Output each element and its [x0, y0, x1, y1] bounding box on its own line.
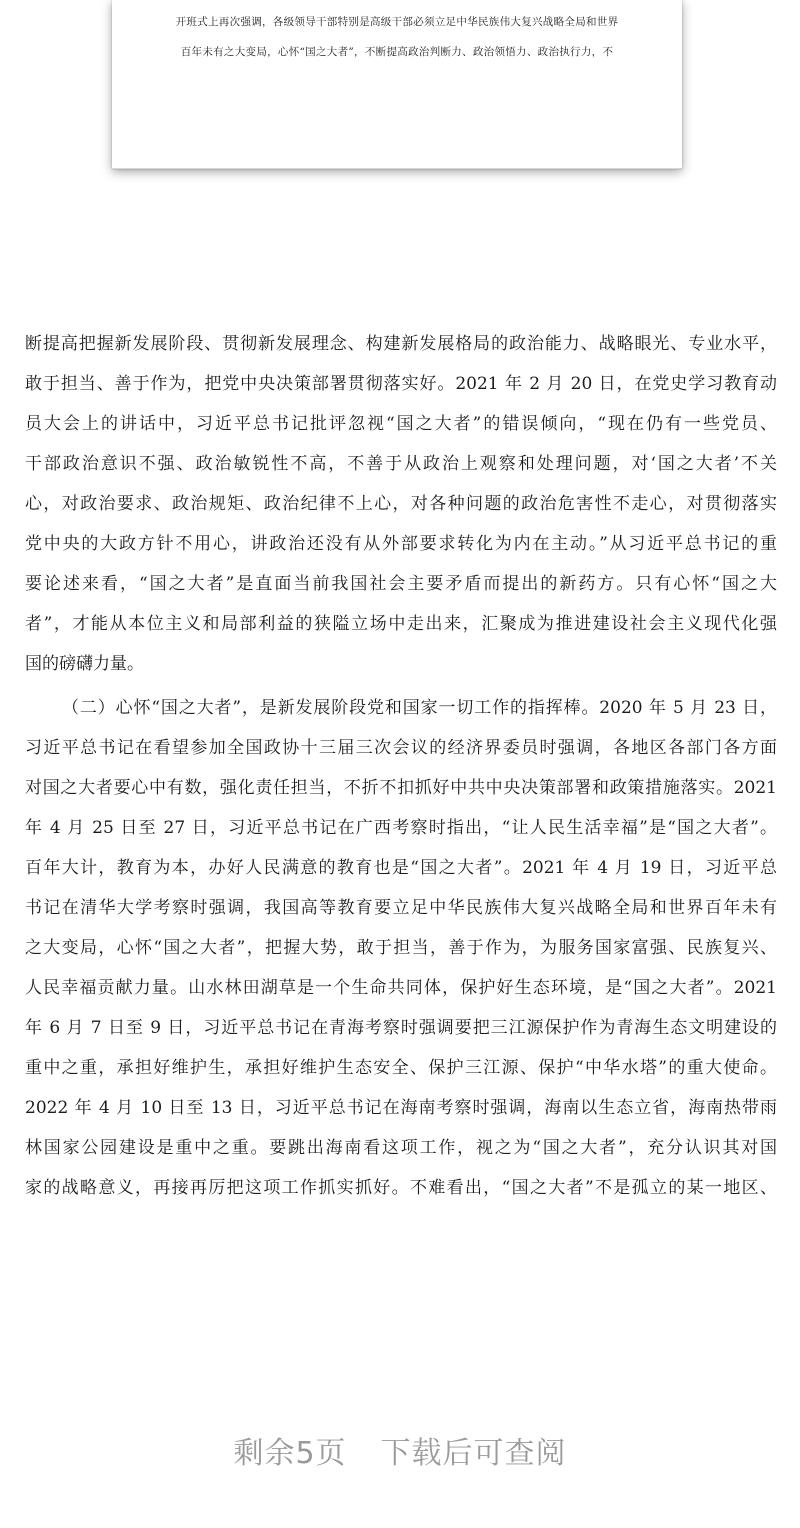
text-line: 敢于担当、善于作为，把党中央决策部署贯彻落实好。2021 年 2 月 20 日，在党史学习教育动 — [25, 374, 777, 394]
text-line: 2022 年 4 月 10 日至 13 日，习近平总书记在海南考察时强调，海南以生态立省，海南热带雨 — [25, 1098, 777, 1118]
text-line: 林国家公园建设是重中之重。要跳出海南看这项工作，视之为“国之大者”，充分认识其对国 — [25, 1138, 777, 1158]
remaining-pages-label: 剩余5页 — [233, 1436, 347, 1471]
text-line: （二）心怀“国之大者”，是新发展阶段党和国家一切工作的指挥棒。2020 年 5 月 23 日， — [62, 698, 777, 718]
text-line: 书记在清华大学考察时强调，我国高等教育要立足中华民族伟大复兴战略全局和世界百年未有 — [25, 898, 777, 918]
paragraph-1 — [25, 324, 777, 684]
document-body — [25, 324, 777, 1208]
text-line: 党中央的大政方针不用心，讲政治还没有从外部要求转化为内在主动。”从习近平总书记的重 — [25, 534, 777, 554]
text-line: 年 4 月 25 日至 27 日，习近平总书记在广西考察时指出，“让人民生活幸福”是“国之大者”。 — [25, 818, 777, 838]
text-line: 习近平总书记在看望参加全国政协十三届三次会议的经济界委员时强调，各地区各部门各方面 — [25, 738, 777, 758]
text-line: 干部政治意识不强、政治敏锐性不高，不善于从政治上观察和处理问题，对‘国之大者’不关 — [25, 454, 777, 474]
text-line: 百年大计，教育为本，办好人民满意的教育也是“国之大者”。2021 年 4 月 19 日，习近平总 — [25, 858, 777, 878]
text-line: 断提高把握新发展阶段、贯彻新发展理念、构建新发展格局的政治能力、战略眼光、专业水平， — [25, 334, 777, 354]
text-line: 员大会上的讲话中，习近平总书记批评忽视“国之大者”的错误倾向，“现在仍有一些党员、 — [25, 414, 777, 434]
text-line: 心，对政治要求、政治规矩、政治纪律不上心，对各种问题的政治危害性不走心，对贯彻落实 — [25, 494, 777, 514]
previous-page-preview — [112, 0, 682, 169]
text-line: 国的磅礴力量。 — [25, 654, 144, 674]
text-line: 之大变局，心怀“国之大者”，把握大势，敢于担当，善于作为，为服务国家富强、民族复兴、 — [25, 938, 777, 958]
text-line: 家的战略意义，再接再厉把这项工作抓实抓好。不难看出，“国之大者”不是孤立的某一地区、 — [25, 1178, 777, 1198]
preview-line-1: 开班式上再次强调，各级领导干部特别是高级干部必须立足中华民族伟大复兴战略全局和世界 — [175, 16, 619, 28]
download-to-view-label: 下载后可查阅 — [380, 1436, 567, 1471]
text-line: 者”，才能从本位主义和局部利益的狭隘立场中走出来，汇聚成为推进建设社会主义现代化强 — [25, 614, 777, 634]
text-line: 年 6 月 7 日至 9 日，习近平总书记在青海考察时强调要把三江源保护作为青海生态文明建设的 — [25, 1018, 777, 1038]
text-line: 对国之大者要心中有数，强化责任担当，不折不扣抓好中共中央决策部署和政策措施落实。2021 — [25, 778, 777, 798]
text-line: 重中之重，承担好维护生，承担好维护生态安全、保护三江源、保护“中华水塔”的重大使命。 — [25, 1058, 777, 1078]
preview-line-2: 百年未有之大变局，心怀“国之大者”，不断提高政治判断力、政治领悟力、政治执行力，不 — [180, 46, 614, 58]
text-line: 要论述来看，“国之大者”是直面当前我国社会主要矛盾而提出的新药方。只有心怀“国之大 — [25, 574, 777, 594]
paragraph-2 — [25, 688, 777, 1208]
download-prompt[interactable] — [0, 1428, 800, 1472]
text-line: 人民幸福贡献力量。山水林田湖草是一个生命共同体，保护好生态环境，是“国之大者”。2021 — [25, 978, 777, 998]
